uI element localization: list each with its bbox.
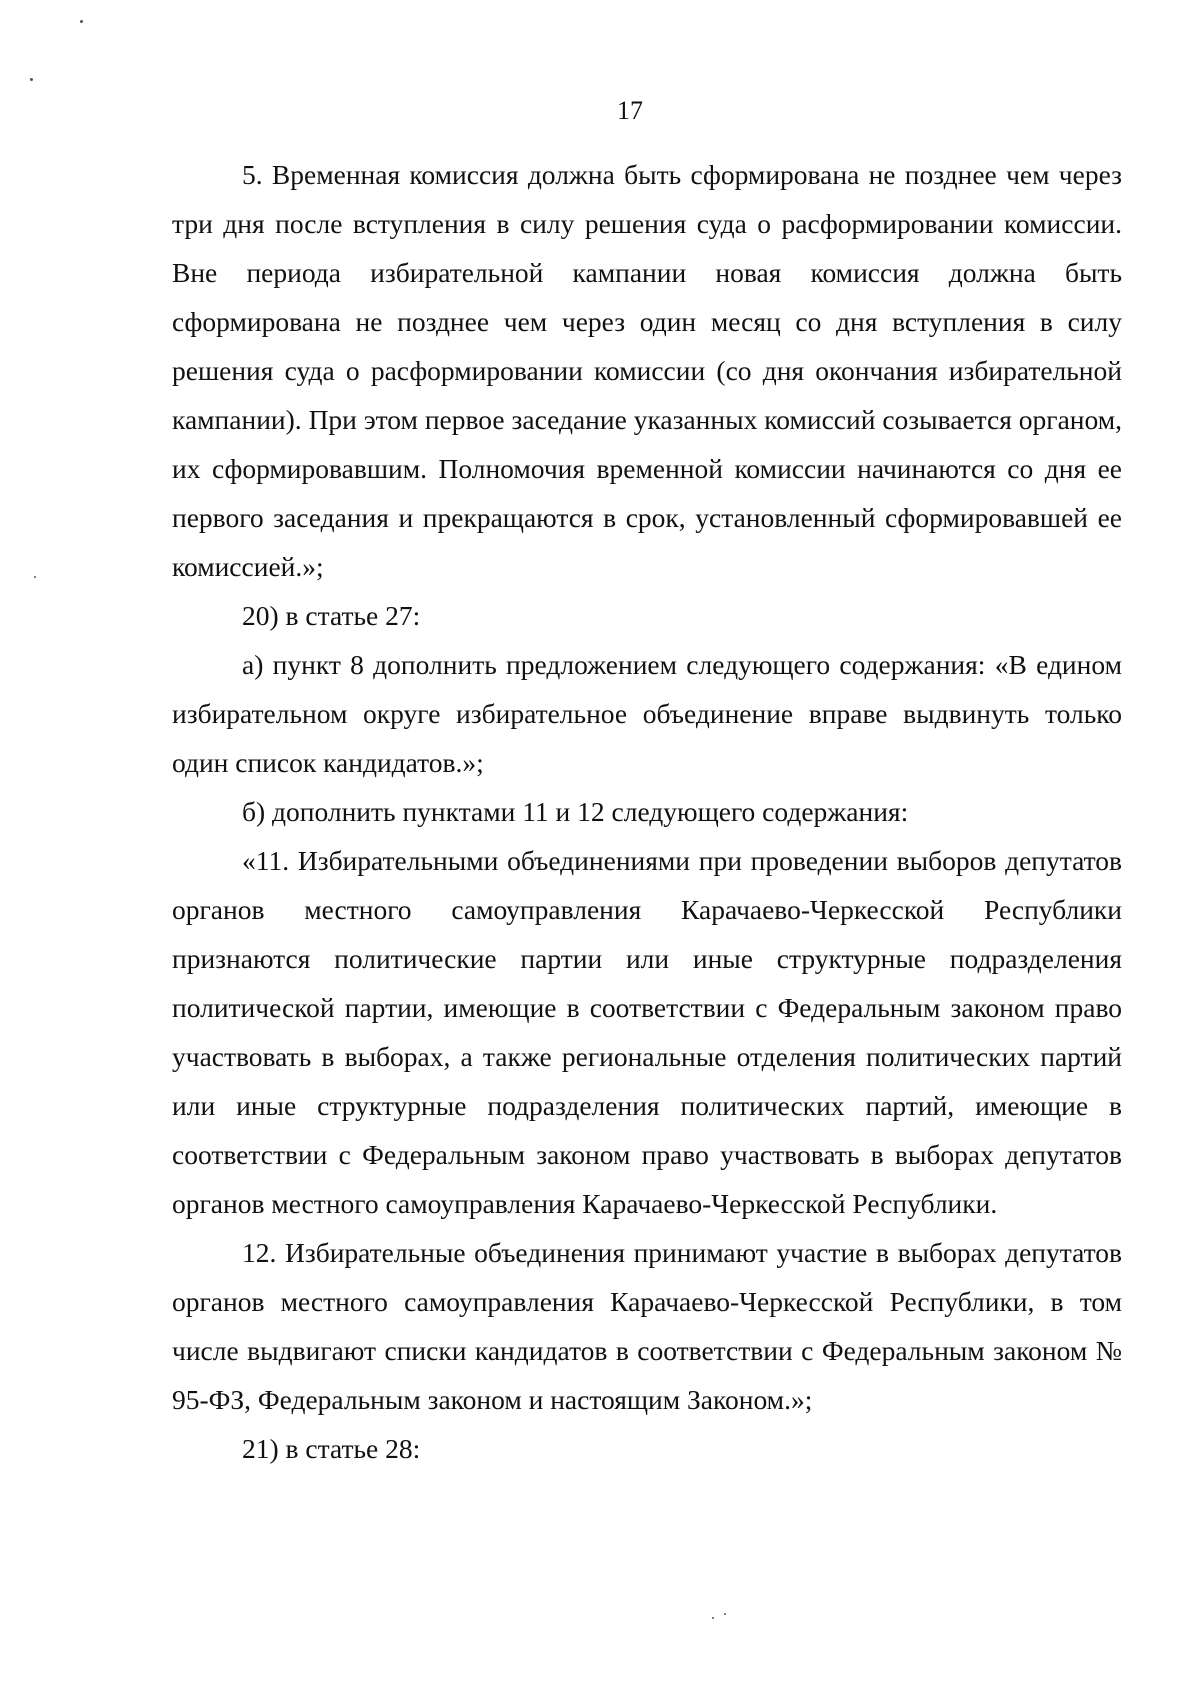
paragraph-item-11: «11. Избирательными объединениями при проведении выборов депутатов органов местного самоуправления Карачаево-Черкесской Республики признаются политические партии или иные структурные подразделения политической партии, имеющие в соответствии с Федеральным законом право участвовать в выборах, а также региональные отделения политических партий или иные структурные подразделения политических партий, имеющие в соответствии с Федеральным законом право участвовать в выборах депутатов органов местного самоуправления Карачаево-Черкесской Республики. — [172, 845, 1122, 1219]
scan-speck — [712, 1617, 714, 1619]
scan-speck — [30, 78, 33, 81]
document-body — [172, 150, 1122, 1473]
paragraph-item-12: 12. Избирательные объединения принимают участие в выборах депутатов органов местного самоуправления Карачаево-Черкесской Республики, в том числе выдвигают списки кандидатов в соответствии с Федеральным законом № 95-ФЗ, Федеральным законом и настоящим Законом.»; — [172, 1237, 1122, 1415]
paragraph-subitem-b: б) дополнить пунктами 11 и 12 следующего содержания: — [242, 796, 909, 827]
paragraph-article-28: 21) в статье 28: — [242, 1433, 421, 1464]
scan-speck — [80, 20, 83, 23]
paragraph-article-27: 20) в статье 27: — [242, 600, 421, 631]
paragraph-item-5: 5. Временная комиссия должна быть сформирована не позднее чем через три дня после вступления в силу решения суда о расформировании комиссии. Вне периода избирательной кампании новая комиссия должна быть сформирована не позднее чем через один месяц со дня вступления в силу решения суда о расформировании комиссии (со дня окончания избирательной кампании). При этом первое заседание указанных комиссий созывается органом, их сформировавшим. Полномочия временной комиссии начинаются со дня ее первого заседания и прекращаются в срок, установленный сформировавшей ее комиссией.»; — [172, 159, 1122, 582]
scan-speck — [34, 576, 36, 578]
page-number: 17 — [617, 96, 643, 125]
scan-speck — [724, 1613, 726, 1615]
paragraph-subitem-a: а) пункт 8 дополнить предложением следующего содержания: «В едином избирательном округе избирательное объединение вправе выдвинуть только один список кандидатов.»; — [172, 649, 1122, 778]
